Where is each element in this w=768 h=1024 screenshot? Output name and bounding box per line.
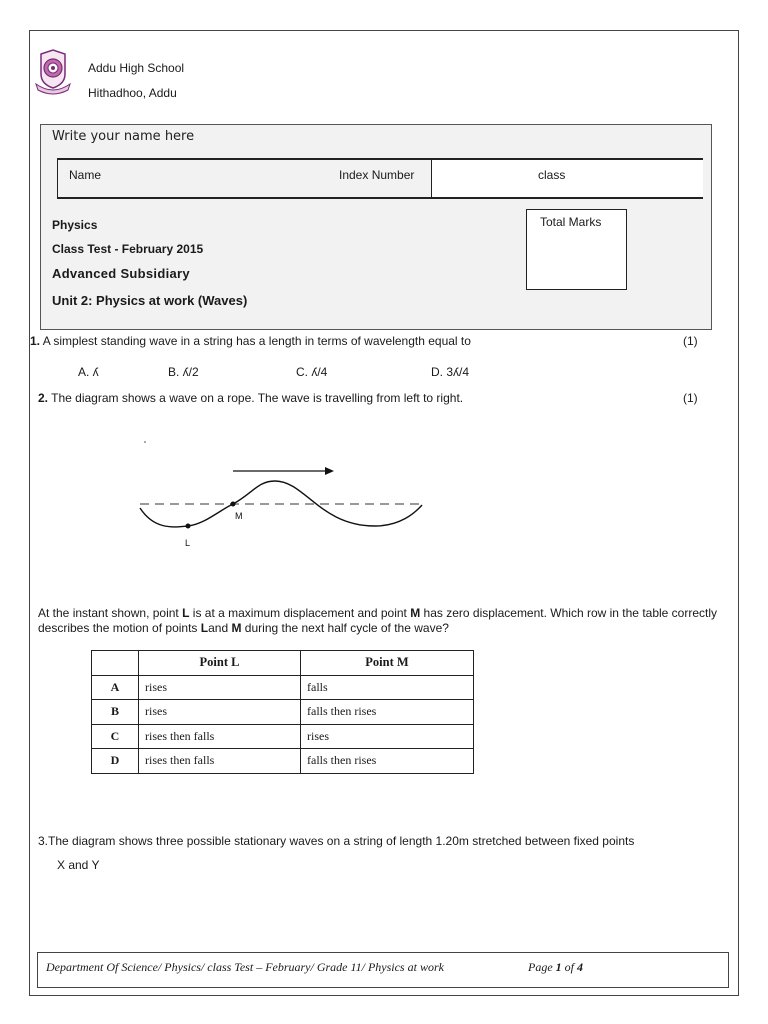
row-key: D xyxy=(92,749,139,774)
table-header-point-l: Point L xyxy=(139,651,301,676)
row-key: B xyxy=(92,700,139,725)
para-text-3: has zero displacement. Which row in the table correctly describes the motion of points xyxy=(38,606,718,635)
table-header-row xyxy=(92,651,474,676)
page-number xyxy=(528,960,583,975)
q1-option-d: D. 3ʎ/4 xyxy=(431,365,470,379)
table-row xyxy=(92,700,474,725)
row-key: C xyxy=(92,724,139,749)
question-2-marks: (1) xyxy=(683,391,698,405)
point-l-marker xyxy=(186,524,191,529)
school-town: Hithadhoo, Addu xyxy=(88,86,177,100)
subject: Physics xyxy=(52,218,98,232)
question-1-text: A simplest standing wave in a string has a length in terms of wavelength equal to xyxy=(40,334,471,348)
arrow-head-icon xyxy=(325,467,334,475)
point-l-cell: rises then falls xyxy=(139,724,301,749)
question-3-line-1: 3.The diagram shows three possible stationary waves on a string of length 1.20m stretched between fixed points xyxy=(38,834,635,848)
unit-title: Unit 2: Physics at work (Waves) xyxy=(52,293,248,308)
para-text-4: and xyxy=(208,621,232,635)
table-row xyxy=(92,675,474,700)
page-total: 4 xyxy=(577,960,583,974)
question-1 xyxy=(30,334,471,348)
point-m-cell: rises xyxy=(301,724,474,749)
para-point-l: L xyxy=(182,606,190,620)
para-text-5: during the next half cycle of the wave? xyxy=(241,621,449,635)
write-name-prompt: Write your name here xyxy=(52,129,195,144)
page-of: of xyxy=(561,960,577,974)
test-title: Class Test - February 2015 xyxy=(52,242,204,256)
para-text-1: At the instant shown, point xyxy=(38,606,183,620)
table-header-point-m: Point M xyxy=(301,651,474,676)
para-point-m: M xyxy=(410,606,421,620)
point-l-cell: rises xyxy=(139,675,301,700)
question-3-line-2: X and Y xyxy=(57,858,100,872)
class-field[interactable] xyxy=(431,158,703,199)
para-point-m-2: M xyxy=(231,621,242,635)
index-number-label: Index Number xyxy=(339,168,415,182)
q1-option-c: C. ʎ/4 xyxy=(296,365,328,379)
question-2-number: 2. xyxy=(38,391,49,405)
table-row xyxy=(92,724,474,749)
motion-table xyxy=(91,650,474,774)
school-logo-icon xyxy=(33,48,73,96)
wave-diagram xyxy=(130,435,430,555)
point-m-label: M xyxy=(235,511,243,521)
para-point-l-2: L xyxy=(200,621,209,635)
question-1-marks: (1) xyxy=(683,334,698,348)
class-label: class xyxy=(538,168,566,182)
row-key: A xyxy=(92,675,139,700)
point-l-cell: rises then falls xyxy=(139,749,301,774)
page-current: 1 xyxy=(555,960,562,974)
point-l-cell: rises xyxy=(139,700,301,725)
point-l-label: L xyxy=(185,538,191,548)
q1-option-a: A. ʎ xyxy=(78,365,99,379)
stray-dot xyxy=(144,441,146,443)
para-text-2: is at a maximum displacement and point xyxy=(189,606,411,620)
q1-option-b: B. ʎ/2 xyxy=(168,365,199,379)
total-marks-label: Total Marks xyxy=(540,215,602,229)
question-2-text: The diagram shows a wave on a rope. The wave is travelling from left to right. xyxy=(48,391,464,405)
footer-text: Department Of Science/ Physics/ class Test – February/ Grade 11/ Physics at work xyxy=(46,960,444,974)
question-2 xyxy=(38,391,463,405)
level: Advanced Subsidiary xyxy=(52,266,190,281)
question-1-number: 1. xyxy=(30,334,41,348)
table-row xyxy=(92,749,474,774)
school-name: Addu High School xyxy=(88,61,185,75)
question-2-description xyxy=(38,606,728,636)
point-m-cell: falls then rises xyxy=(301,749,474,774)
table-header-empty xyxy=(92,651,139,676)
point-m-marker xyxy=(231,502,236,507)
page-prefix: Page xyxy=(528,960,556,974)
name-label: Name xyxy=(69,168,102,182)
point-m-cell: falls xyxy=(301,675,474,700)
point-m-cell: falls then rises xyxy=(301,700,474,725)
